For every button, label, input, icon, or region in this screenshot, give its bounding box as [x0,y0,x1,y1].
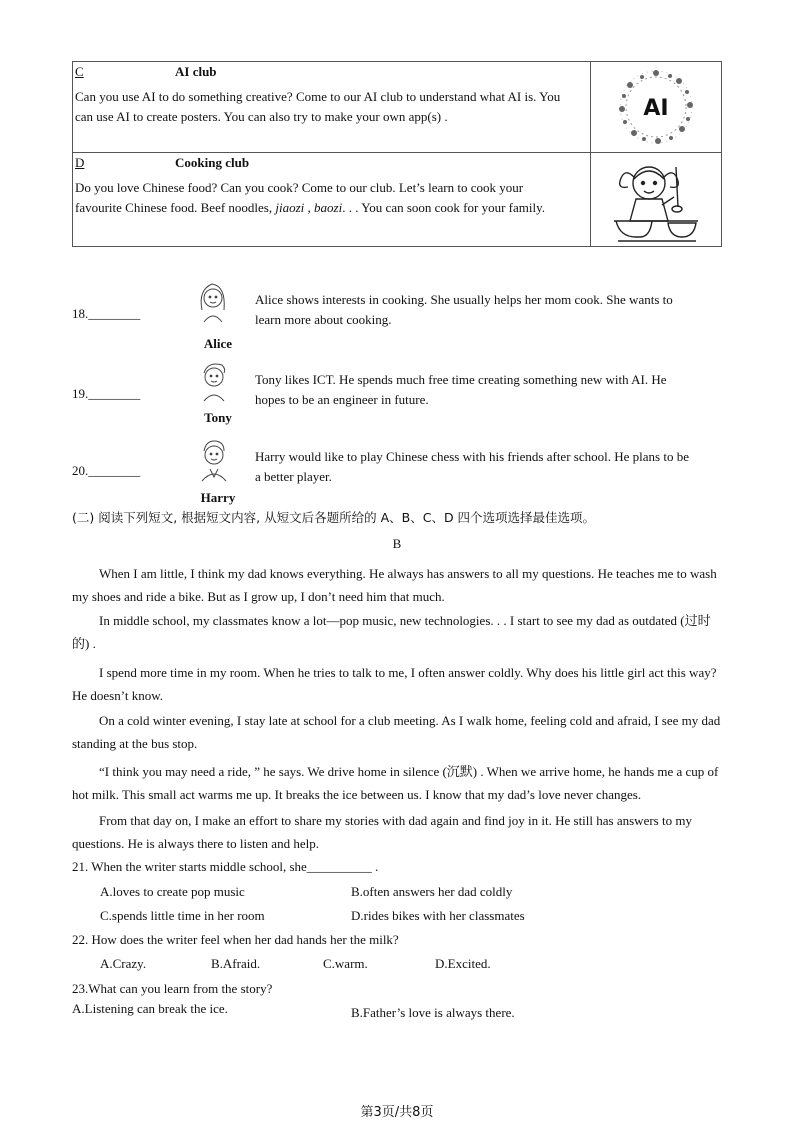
option-22-d[interactable]: D.Excited. [435,956,491,971]
question-21-stem: 21. When the writer starts middle school, she__________ . [72,859,379,874]
option-21-a[interactable]: A.loves to create pop music [100,884,245,899]
section-heading: (二) 阅读下列短文, 根据短文内容, 从短文后各题所给的 A、B、C、D 四个选项选择最佳选项。 [72,510,596,525]
club-description-line: can use AI to create posters. You can also try to make your own app(s) . [75,109,448,124]
club-description-line: Can you use AI to do something creative? Come to our AI club to understand what AI is. You [75,89,561,104]
option-21-b[interactable]: B.often answers her dad coldly [351,884,513,899]
passage-letter: B [392,536,402,551]
description-line: Tony likes ICT. He spends much free time creating something new with AI. He [255,372,667,387]
option-21-d[interactable]: D.rides bikes with her classmates [351,908,525,923]
club-letter: C [75,64,84,79]
passage-paragraph: I spend more time in my room. When he tries to talk to me, I often answer coldly. Why does his little girl act this way? He doesn’t know. [72,665,717,703]
alice-avatar [196,280,230,328]
club-description-line [75,198,588,218]
answer-blank-20[interactable]: 20.________ [72,463,141,478]
question-23-stem: 23.What can you learn from the story? [72,981,273,996]
question-22-stem: 22. How does the writer feel when her dad hands her the milk? [72,932,399,947]
club-row-ai [73,62,721,153]
text-span: . . . You can soon cook for your family. [342,200,546,215]
option-23-b[interactable]: B.Father’s love is always there. [351,1005,515,1020]
description-line: a better player. [255,469,332,484]
club-description-line: Do you love Chinese food? Can you cook? Come to our club. Let’s learn to cook your [75,180,524,195]
passage-paragraph: “I think you may need a ride, ” he says. We drive home in silence (沉默) . When we arrive home, he hands me a cup of hot milk. This small act warms me up. It breaks the ice between us. I know that my dad’s love never changes. [72,764,719,802]
club-letter: D [75,155,85,170]
person-description [255,447,723,487]
description-line: learn more about cooking. [255,312,392,327]
description-line: hopes to be an engineer in future. [255,392,429,407]
club-description [75,87,588,127]
option-22-b[interactable]: B.Afraid. [211,956,261,971]
option-21-c[interactable]: C.spends little time in her room [100,908,265,923]
ai-logo-image [591,62,721,152]
passage-paragraph: On a cold winter evening, I stay late at school for a club meeting. As I walk home, feeling cold and afraid, I see my dad standing at the bus stop. [72,713,721,751]
person-description [255,370,723,410]
person-name: Harry [200,490,236,505]
club-row-cooking [73,153,721,246]
passage-paragraph: When I am little, I think my dad knows everything. He always has answers to all my questions. He teaches me to wash my shoes and ride a bike. But as I grow up, I don’t need him that much. [72,566,717,604]
club-cooking-text [73,153,591,246]
person-name: Tony [204,410,232,425]
answer-blank-19[interactable]: 19.________ [72,386,141,401]
club-table [72,61,722,247]
italic-word: baozi [314,200,343,215]
option-22-a[interactable]: A.Crazy. [100,956,147,971]
ai-logo-text: AI [643,96,669,121]
description-line: Alice shows interests in cooking. She usually helps her mom cook. She wants to [255,292,673,307]
page-footer: 第3页/共8页 [360,1105,434,1120]
cooking-girl-image [591,153,721,246]
option-23-a[interactable]: A.Listening can break the ice. [72,1001,228,1016]
passage-paragraph: In middle school, my classmates know a lot—pop music, new technologies. . . I start to see my dad as outdated (过时的) . [72,613,711,651]
tony-avatar [198,359,230,407]
club-description [75,178,588,218]
option-22-c[interactable]: C.warm. [323,956,368,971]
club-name: Cooking club [175,155,250,170]
passage-paragraph: From that day on, I make an effort to share my stories with dad again and find joy in it. He still has answers to my questions. He is always there to listen and help. [72,813,692,851]
person-name: Alice [203,336,233,351]
club-name: AI club [175,64,217,79]
text-span: , [304,200,315,215]
italic-word: jiaozi [275,200,305,215]
description-line: Harry would like to play Chinese chess with his friends after school. He plans to be [255,449,689,464]
answer-blank-18[interactable]: 18.________ [72,306,141,321]
person-description [255,290,723,330]
text-span: favourite Chinese food. Beef noodles, [75,200,276,215]
club-ai-text [73,62,591,152]
harry-avatar [198,437,230,487]
